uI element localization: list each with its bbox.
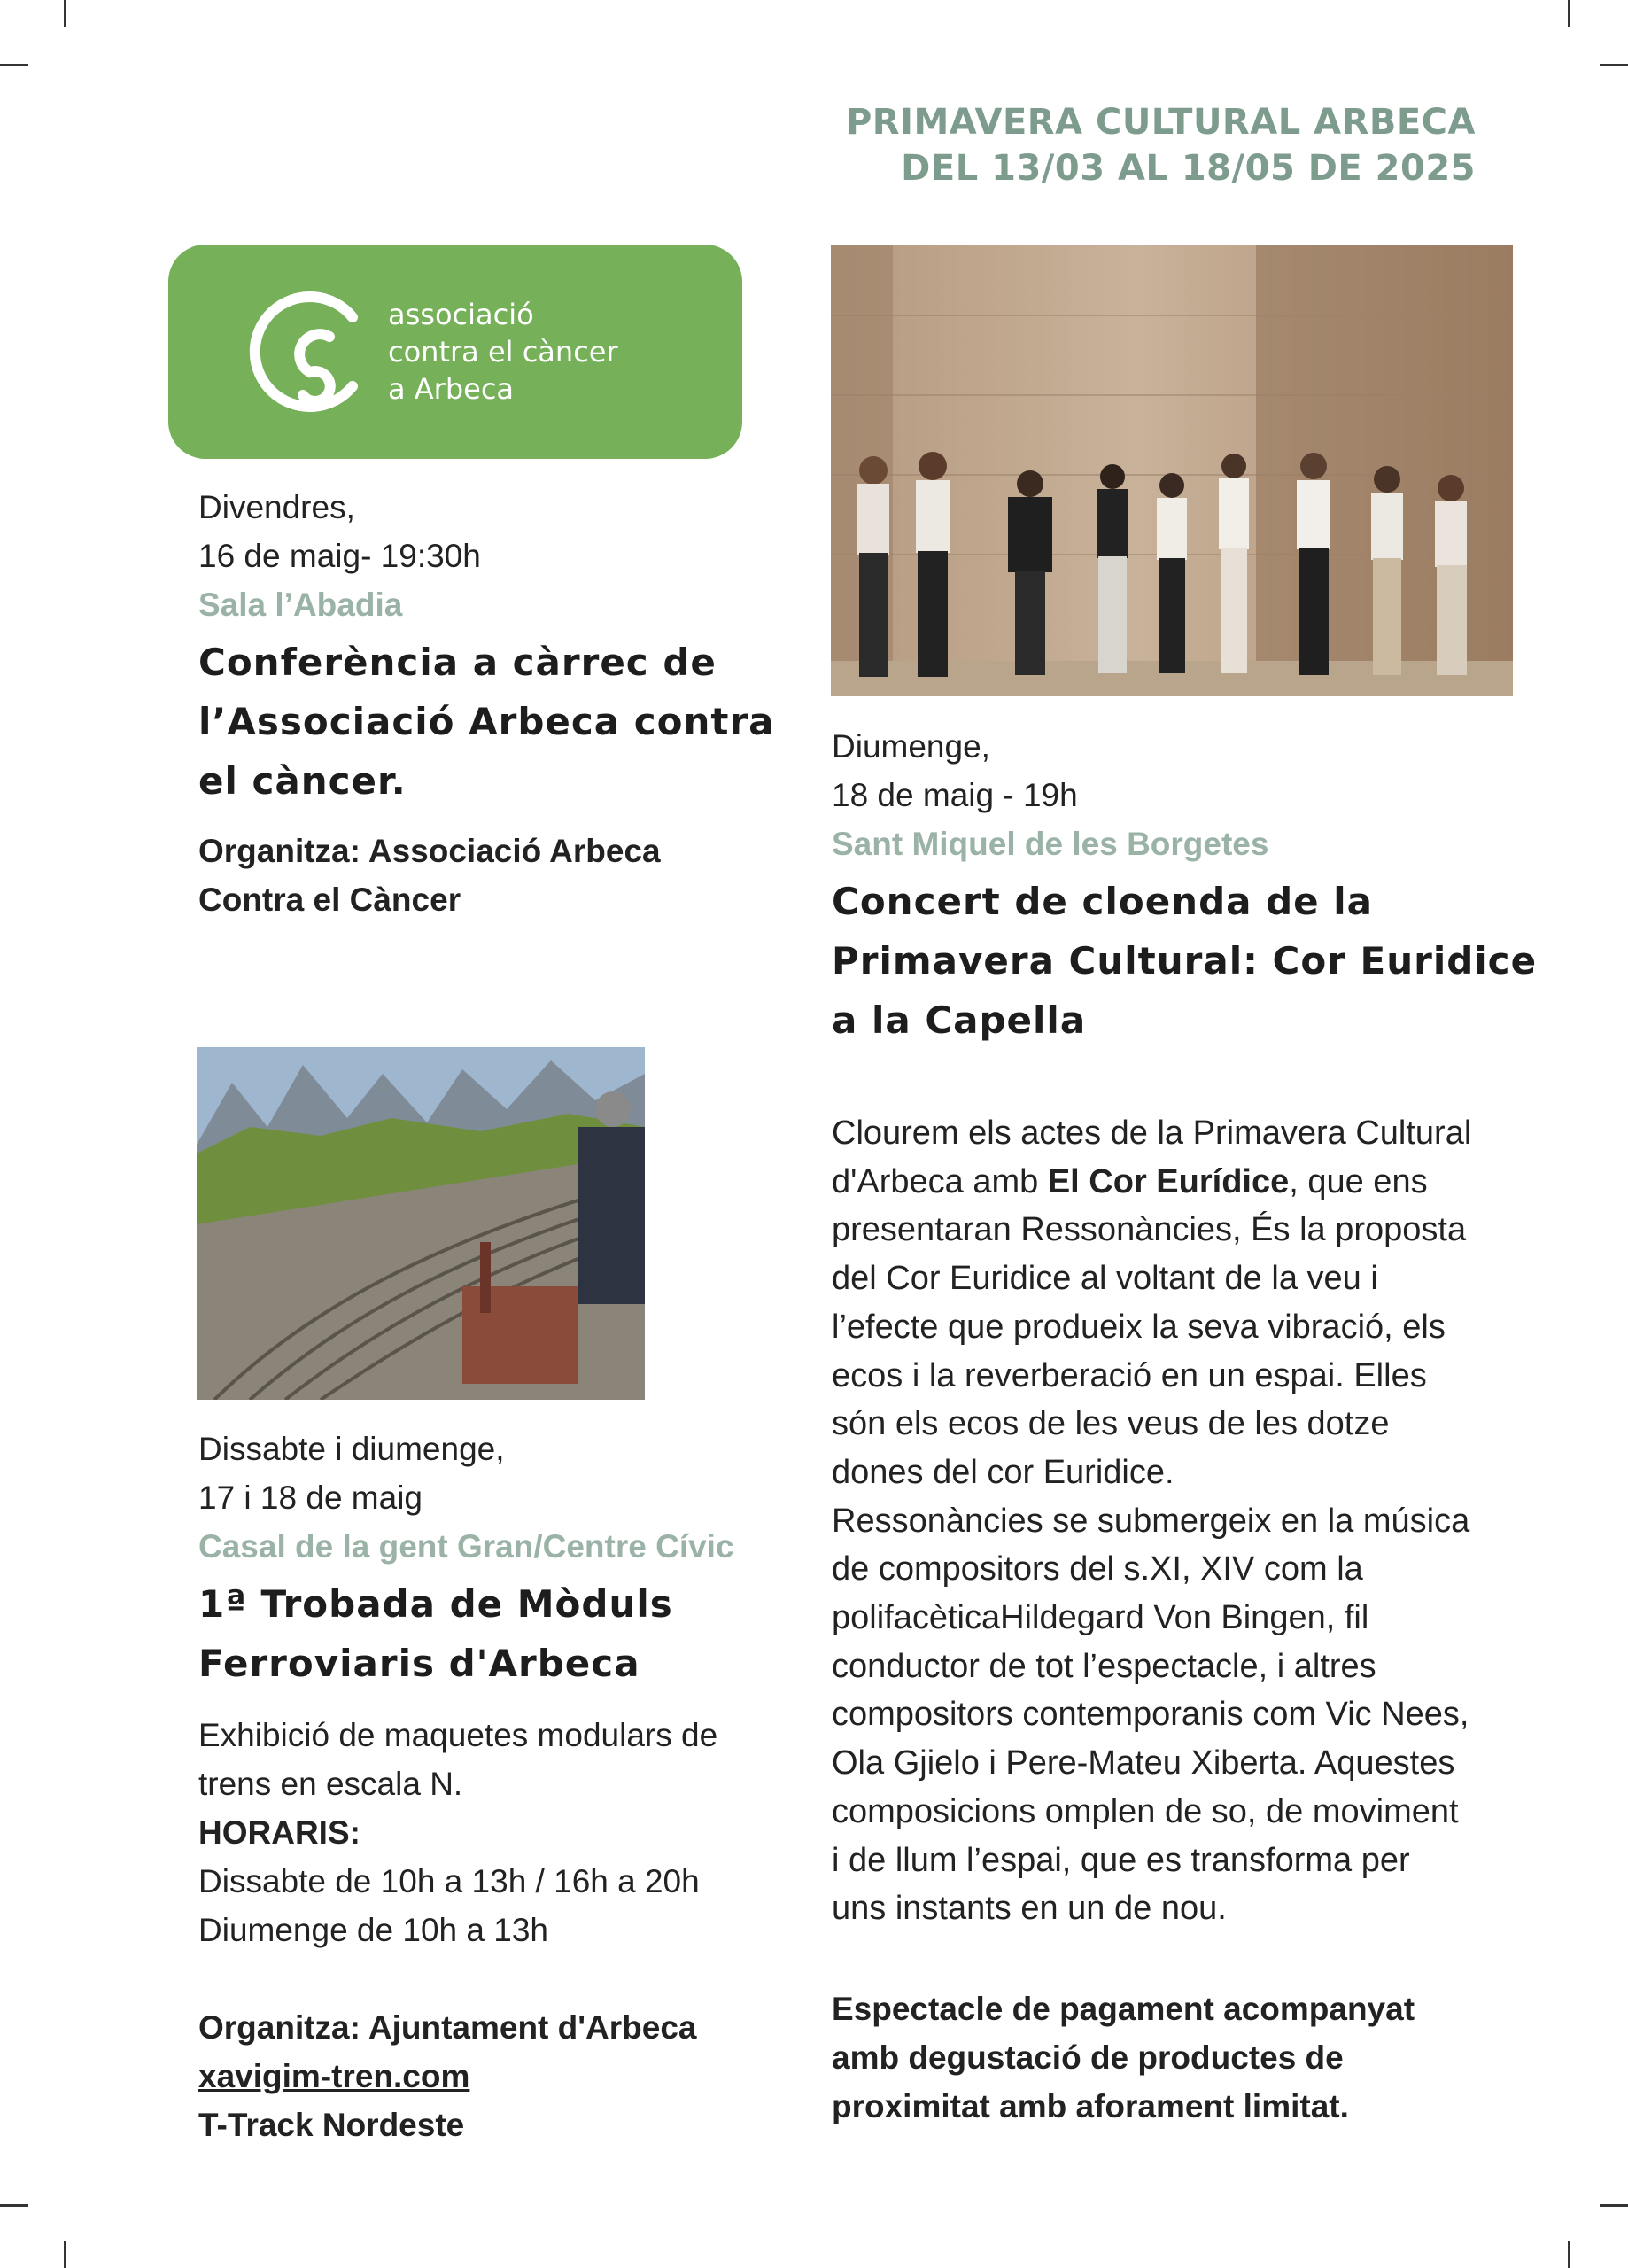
crop-mark — [64, 2241, 66, 2268]
page-header — [846, 99, 1476, 191]
event-conference — [198, 483, 775, 924]
event-date: 18 de maig - 19h — [832, 777, 1078, 813]
event-title: 1ª Trobada de Mòduls — [198, 1582, 673, 1626]
crop-mark — [1568, 0, 1570, 27]
association-logo-mark — [248, 287, 368, 416]
description-line: polifacèticaHildegard Von Bingen, fil — [832, 1599, 1369, 1637]
description-line: composicions omplen de so, de moviment — [832, 1792, 1459, 1830]
event-title: Concert de cloenda de la — [832, 880, 1374, 923]
note-line: amb degustació de productes de — [832, 2039, 1344, 2076]
description-line: uns instants en un de nou. — [832, 1890, 1227, 1928]
logo-text-line: contra el càncer — [388, 335, 618, 369]
concert-description — [832, 1109, 1471, 1933]
note-line: proximitat amb aforament limitat. — [832, 2088, 1349, 2124]
event-train-meetup — [198, 1425, 734, 2149]
event-day: Diumenge, — [832, 728, 990, 765]
event-venue: Sala l’Abadia — [198, 586, 403, 623]
logo-text-line: a Arbeca — [388, 372, 515, 406]
description-line: Clourem els actes de la Primavera Cultural — [832, 1115, 1472, 1152]
event-organizer: Contra el Càncer — [198, 882, 461, 918]
association-logo — [168, 245, 742, 459]
event-title: el càncer. — [198, 759, 407, 803]
description-line: dones del cor Euridice. — [832, 1453, 1174, 1491]
event-day: Dissabte i diumenge, — [198, 1431, 505, 1467]
header-title: PRIMAVERA CULTURAL ARBECA — [845, 102, 1476, 143]
event-title: Ferroviaris d'Arbeca — [198, 1642, 640, 1685]
description-line: Ola Gjielo i Pere-Mateu Xiberta. Aquestes — [832, 1744, 1455, 1783]
event-title: l’Associació Arbeca contra — [198, 700, 775, 743]
description-line: del Cor Euridice al voltant de la veu i — [832, 1260, 1378, 1298]
event-description: trens en escala N. — [198, 1766, 463, 1802]
event-date: 17 i 18 de maig — [198, 1480, 423, 1516]
schedule-line: Dissabte de 10h a 13h / 16h a 20h — [198, 1863, 700, 1899]
event-description: Exhibició de maquetes modulars de — [198, 1717, 718, 1753]
choir-name: El Cor Eurídice — [1047, 1162, 1290, 1200]
choir-photo — [831, 245, 1513, 696]
crop-mark — [1600, 64, 1628, 66]
event-date: 16 de maig- 19:30h — [198, 538, 481, 574]
description-line: l’efecte que produeix la seva vibració, els — [832, 1308, 1446, 1346]
crop-mark — [64, 0, 66, 27]
description-line: són els ecos de les veus de les dotze — [832, 1405, 1390, 1443]
model-train-photo — [197, 1047, 645, 1400]
description-line: presentaran Ressonàncies, És la proposta — [832, 1211, 1467, 1249]
website-link[interactable]: xavigim-tren.com — [198, 2058, 470, 2094]
description-line: ecos i la reverberació en un espai. Elles — [832, 1356, 1427, 1394]
description-line: i de llum l’espai, que es transforma per — [832, 1841, 1410, 1879]
description-line: conductor de tot l’espectacle, i altres — [832, 1647, 1376, 1685]
event-title: Primavera Cultural: Cor Euridice — [832, 939, 1538, 983]
logo-text-line: associació — [388, 298, 534, 331]
event-title: a la Capella — [832, 998, 1087, 1042]
description-line: Ressonàncies se submergeix en la música — [832, 1502, 1470, 1540]
crop-mark — [1568, 2241, 1570, 2268]
note-line: Espectacle de pagament acompanyat — [832, 1991, 1415, 2027]
schedule-label: HORARIS: — [198, 1814, 360, 1851]
event-organizer: Organitza: Ajuntament d'Arbeca — [198, 2009, 697, 2046]
description-line: compositors contemporanis com Vic Nees, — [832, 1696, 1469, 1734]
event-concert — [832, 722, 1537, 1050]
event-organizer: Organitza: Associació Arbeca — [198, 833, 661, 869]
crop-mark — [1600, 2204, 1628, 2207]
event-title: Conferència a càrrec de — [198, 641, 717, 684]
schedule-line: Diumenge de 10h a 13h — [198, 1912, 548, 1948]
description-line: de compositors del s.XI, XIV com la — [832, 1550, 1363, 1588]
event-partner: T-Track Nordeste — [198, 2107, 465, 2143]
concert-note — [832, 1984, 1415, 2131]
description-line-with-bold: d'Arbeca amb El Cor Eurídice, que ens — [832, 1162, 1428, 1200]
event-day: Divendres, — [198, 489, 355, 525]
header-dates: DEL 13/03 AL 18/05 DE 2025 — [901, 148, 1476, 189]
event-venue: Sant Miquel de les Borgetes — [832, 826, 1269, 862]
crop-mark — [0, 2204, 28, 2207]
crop-mark — [0, 64, 28, 66]
event-venue: Casal de la gent Gran/Centre Cívic — [198, 1528, 734, 1565]
